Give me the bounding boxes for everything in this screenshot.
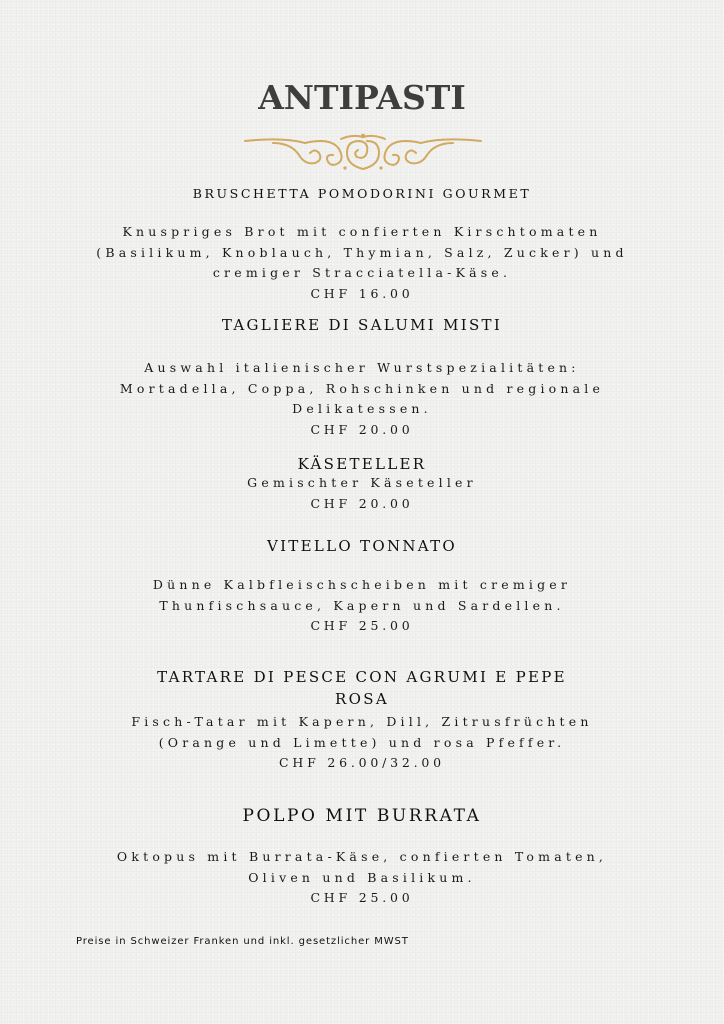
description-line: cremiger Stracciatella-Käse.	[212, 265, 512, 280]
dish-name-tagliere: TAGLIERE DI SALUMI MISTI	[221, 316, 503, 334]
dish-name-tartare	[0, 666, 724, 710]
description-line: (Basilikum, Knoblauch, Thymian, Salz, Zucker) und	[96, 244, 628, 260]
flourish-ornament-icon	[243, 133, 483, 173]
description-line: Fisch-Tatar mit Kapern, Dill, Zitrusfrüchten	[131, 714, 593, 729]
dish-name-polpo: POLPO MIT BURRATA	[242, 806, 482, 826]
description-line: (Orange und Limette) und rosa Pfeffer.	[158, 734, 566, 750]
dish-description-polpo	[0, 847, 724, 888]
description-line: Thunfischsauce, Kapern und Sardellen.	[159, 597, 565, 613]
dish-description-kaeseteller	[0, 473, 724, 494]
dish-price-tagliere: CHF 20.00	[310, 422, 414, 437]
dish-name-line: TARTARE DI PESCE CON AGRUMI E PEPE	[157, 668, 567, 686]
description-line: Auswahl italienischer Wurstspezialitäten:	[144, 360, 580, 375]
description-line: Oktopus mit Burrata-Käse, confierten Tomaten,	[116, 849, 608, 864]
dish-name-kaeseteller: KÄSETELLER	[297, 455, 427, 473]
dish-name-bruschetta: BRUSCHETTA POMODORINI GOURMET	[192, 186, 532, 201]
dish-description-vitello-tonnato	[0, 575, 724, 616]
dish-price-bruschetta: CHF 16.00	[310, 286, 414, 301]
dish-name-vitello-tonnato: VITELLO TONNATO	[266, 537, 458, 555]
description-line: Mortadella, Coppa, Rohschinken und regionale	[119, 380, 605, 396]
dish-price-tartare: CHF 26.00/32.00	[279, 755, 445, 770]
dish-description-tagliere	[0, 358, 724, 420]
dish-price-vitello-tonnato: CHF 25.00	[310, 618, 414, 633]
page-title: ANTIPASTI	[258, 78, 466, 117]
description-line: Dünne Kalbfleischscheiben mit cremiger	[152, 577, 572, 592]
description-line: Gemischter Käseteller	[247, 475, 477, 490]
dish-name-line: ROSA	[335, 690, 389, 708]
dish-price-kaeseteller: CHF 20.00	[310, 496, 414, 511]
dish-price-polpo: CHF 25.00	[310, 890, 414, 905]
dish-description-tartare	[0, 712, 724, 753]
description-line: Delikatessen.	[292, 401, 432, 416]
description-line: Oliven und Basilikum.	[248, 869, 476, 885]
dish-description-bruschetta	[0, 222, 724, 284]
price-note-footer: Preise in Schweizer Franken und inkl. gesetzlicher MWST	[76, 936, 409, 947]
description-line: Knuspriges Brot mit confierten Kirschtomaten	[122, 224, 602, 239]
